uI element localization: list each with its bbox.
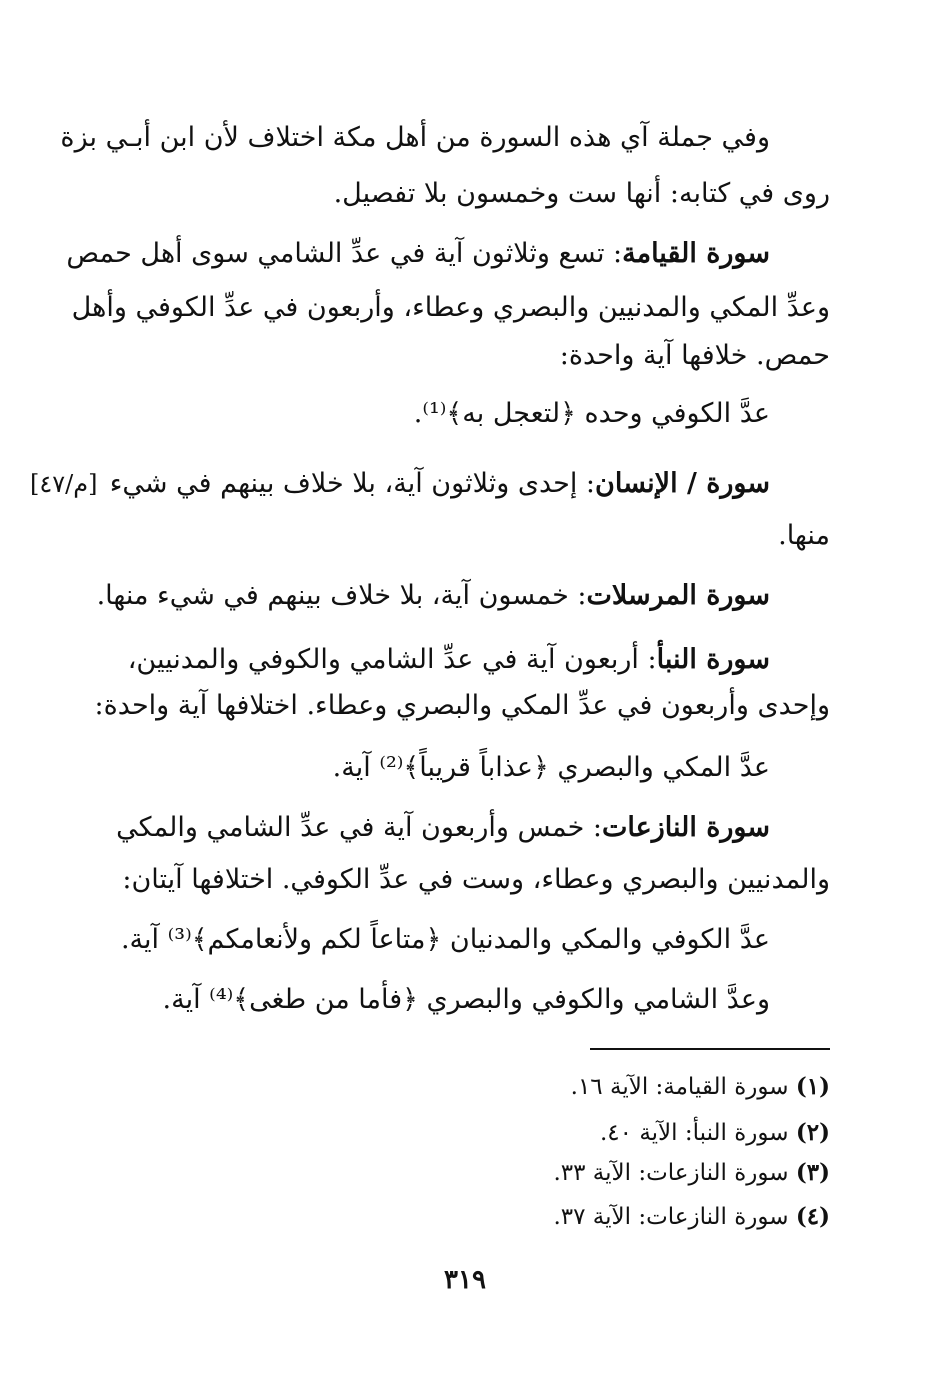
footnote-text: سورة النبأ: الآية ٤٠.	[599, 1120, 789, 1146]
surah-title: سورة القيامة	[622, 238, 770, 269]
paragraph-line: وفي جملة آي هذه السورة من أهل مكة اختلاف لأن ابن أبـي بزة	[60, 122, 770, 153]
footnote-number: (٤)	[795, 1203, 830, 1230]
footnote-text: سورة النازعات: الآية ٣٣.	[553, 1160, 789, 1186]
footnote-number: (٢)	[795, 1119, 830, 1146]
footnote-divider	[590, 1048, 830, 1050]
paragraph-line: وعدَّ الشامي والكوفي والبصري ﴿فأما من طغى﴾⁽⁴⁾ آية.	[162, 984, 770, 1015]
surah-title: سورة النبأ	[656, 644, 770, 675]
paragraph-line: وعدِّ المكي والمدنيين والبصري وعطاء، وأربعون في عدِّ الكوفي وأهل	[71, 292, 830, 323]
footnote-text: سورة القيامة: الآية ١٦.	[570, 1074, 789, 1100]
paragraph-line	[116, 808, 770, 848]
paragraph-line: وإحدى وأربعون في عدِّ المكي والبصري وعطاء. اختلافها آية واحدة:	[94, 690, 830, 721]
paragraph-line	[97, 576, 770, 616]
surah-title: سورة / الإنسان	[595, 468, 770, 499]
paragraph-line: عدَّ المكي والبصري ﴿عذاباً قريباً﴾⁽²⁾ آية.	[332, 752, 770, 783]
paragraph-text: : تسع وثلاثون آية في عدِّ الشامي سوى أهل حمص	[66, 238, 623, 269]
paragraph-text: : إحدى وثلاثون آية، بلا خلاف بينهم في شيء	[109, 468, 596, 499]
page-number: ٣١٩	[444, 1265, 486, 1295]
paragraph-line: روى في كتابه: أنها ست وخمسون بلا تفصيل.	[333, 178, 830, 209]
paragraph-line	[127, 640, 770, 680]
footnote	[553, 1200, 830, 1234]
paragraph-text: : خمس وأربعون آية في عدِّ الشامي والمكي	[116, 812, 602, 843]
paragraph-text: : خمسون آية، بلا خلاف بينهم في شيء منها.	[96, 580, 587, 611]
paragraph-line: عدَّ الكوفي وحده ﴿لتعجل به﴾⁽¹⁾.	[413, 398, 770, 429]
paragraph-line	[109, 464, 770, 504]
footnote-number: (١)	[795, 1073, 830, 1100]
surah-title: سورة المرسلات	[586, 580, 770, 611]
footnote-text: سورة النازعات: الآية ٣٧.	[553, 1204, 789, 1230]
footnote	[571, 1070, 830, 1104]
surah-title: سورة النازعات	[601, 812, 770, 843]
footnote	[553, 1156, 830, 1190]
footnote-number: (٣)	[795, 1159, 830, 1186]
paragraph-line: منها.	[778, 520, 830, 551]
paragraph-text: : أربعون آية في عدِّ الشامي والكوفي والمدنيين،	[127, 644, 657, 675]
paragraph-line: عدَّ الكوفي والمكي والمدنيان ﴿متاعاً لكم ولأنعامكم﴾⁽³⁾ آية.	[120, 924, 770, 955]
paragraph-line: حمص. خلافها آية واحدة:	[559, 340, 830, 371]
manuscript-page-marker: [م/٤٧]	[30, 470, 98, 498]
footnote	[600, 1116, 830, 1150]
paragraph-line	[66, 234, 770, 274]
paragraph-line: والمدنيين والبصري وعطاء، وست في عدِّ الكوفي. اختلافها آيتان:	[122, 864, 830, 895]
